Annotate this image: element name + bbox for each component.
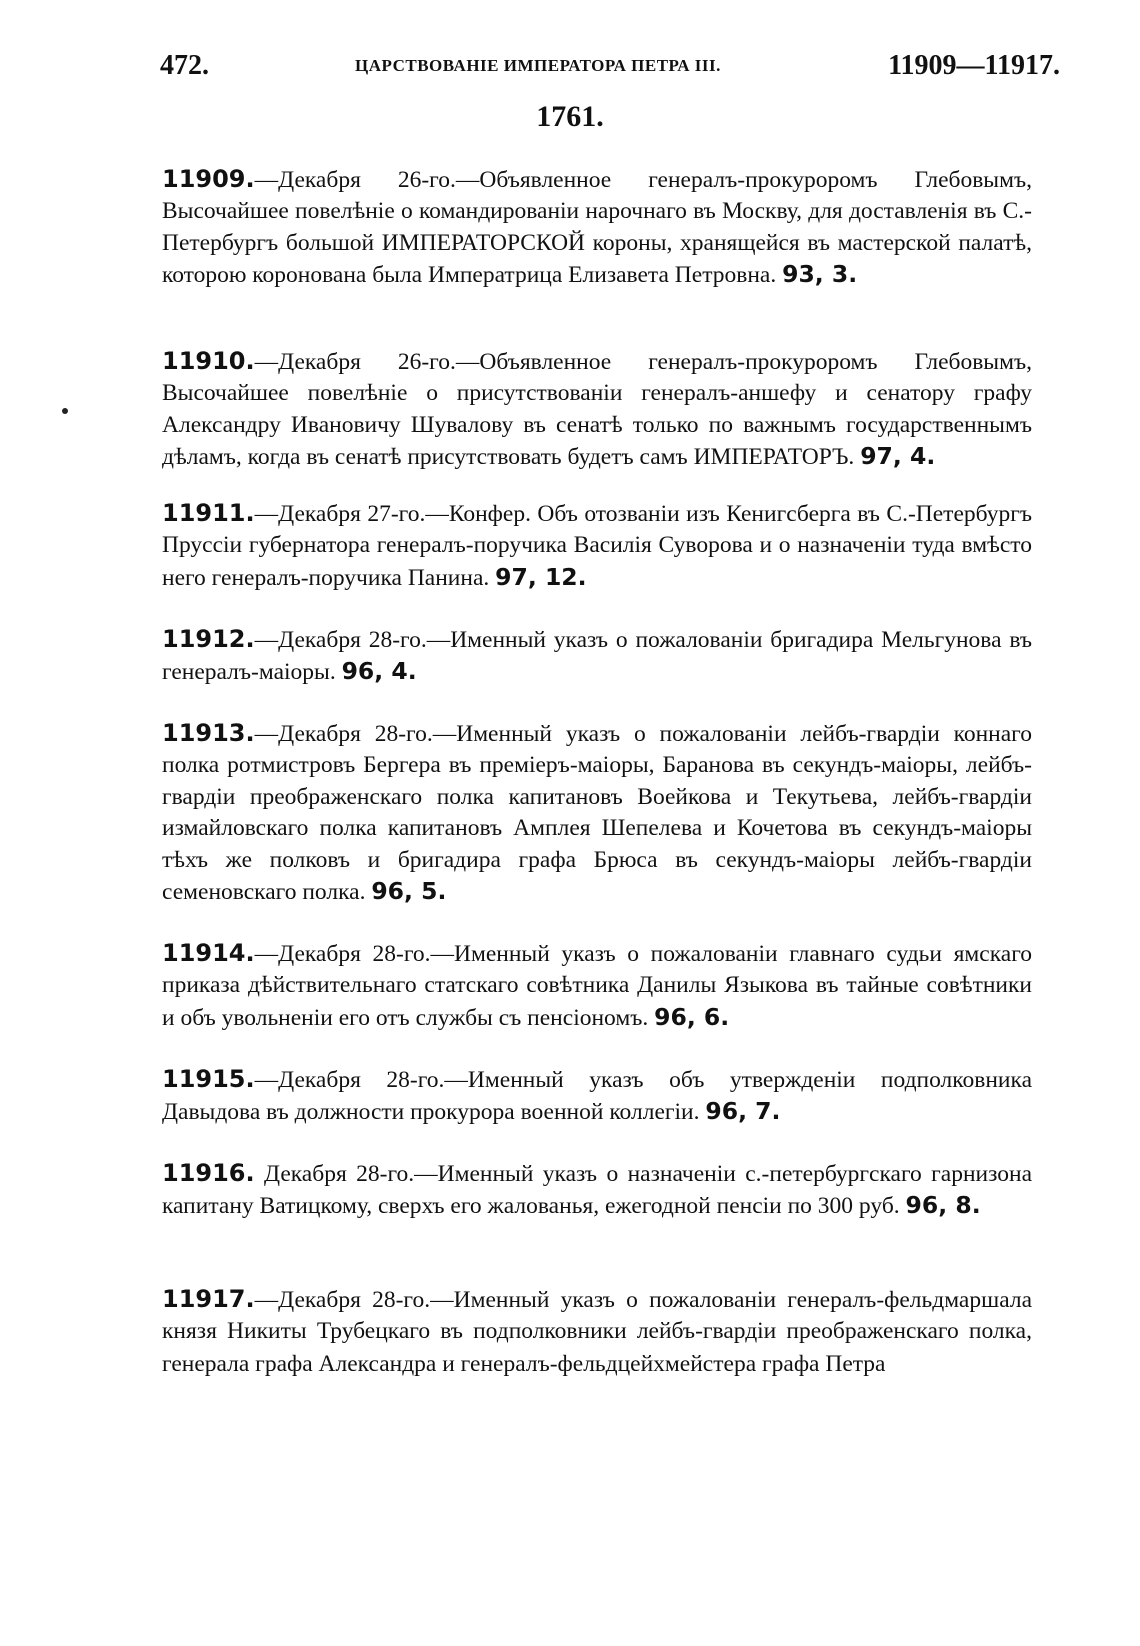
entry-number: 11910. (162, 346, 255, 375)
entry-number: 11916. (162, 1158, 255, 1187)
entry-text: —Декабря 26-го.—Объявленное генералъ-прокуроромъ Глебовымъ, Высочайшее повелѣніе о командированіи нарочнаго въ Москву, для доставленія въ С.-Петербургъ большой ИМПЕРАТОРСКОЙ короны, хранящейся въ мастерской палатѣ, которою коронована была Императрица Елизавета Петровна. (162, 166, 1032, 288)
entry-text: —Декабря 28-го.—Именный указъ о пожалованіи главнаго судьи ямскаго приказа дѣйствительнаго статскаго совѣтника Данилы Языкова въ тайные совѣтники и объ увольненіи его отъ службы съ пенсіономъ. (162, 940, 1032, 1031)
entry-11913 (162, 718, 1032, 909)
entry-citation: 97, 12. (495, 562, 587, 591)
entry-number: 11912. (162, 624, 255, 653)
entry-citation: 97, 4. (860, 442, 936, 470)
entry-11917 (162, 1284, 1032, 1381)
entry-citation: 96, 4. (341, 657, 417, 685)
entry-number: 11911. (162, 498, 255, 527)
entry-text: —Декабря 27-го.—Конфер. Объ отозваніи изъ Кенигсберга въ С.-Петербургъ Пруссіи губернатора генералъ-поручика Василія Суворова и о назначеніи туда вмѣсто него генералъ-поручика Панина. (162, 500, 1032, 591)
entry-11914 (162, 938, 1032, 1035)
entry-11912 (162, 624, 1032, 689)
running-header (160, 50, 1060, 90)
entry-number: 11915. (162, 1064, 255, 1093)
entry-text: —Декабря 28-го.—Именный указъ о пожалованіи лейбъ-гвардіи коннаго полка ротмистровъ Бергера въ преміеръ-маіоры, Баранова въ секундъ-маіоры, лейбъ-гвардіи преображенскаго полка капитановъ Воейкова и Текутьева, лейбъ-гвардіи измайловскаго полка капитановъ Амплея Шепелева и Кочетова въ секундъ-маіоры тѣхъ же полковъ и бригадира графа Брюса въ секундъ-маіоры лейбъ-гвардіи семеновскаго полка. (162, 720, 1032, 905)
entry-citation: 96, 5. (371, 877, 447, 905)
entry-11910 (162, 346, 1032, 474)
year-heading: 1761. (536, 100, 604, 133)
entry-text: —Декабря 26-го.—Объявленное генералъ-прокуроромъ Глебовымъ, Высочайшее повелѣніе о присутствованіи генералъ-аншефу и сенатору графу Александру Ивановичу Шувалову въ сенатѣ только по важнымъ государственнымъ дѣламъ, когда въ сенатѣ присутствовать будетъ самъ ИМПЕРАТОРЪ. (162, 348, 1032, 470)
entry-text: Декабря 28-го.—Именный указъ о назначеніи с.-петербургскаго гарнизона капитану Ватицкому, сверхъ его жалованья, ежегодной пенсіи по 300 руб. (162, 1160, 1032, 1219)
margin-speck (62, 408, 68, 414)
entry-11909 (162, 164, 1032, 292)
entry-11911 (162, 498, 1032, 595)
entry-text: —Декабря 28-го.—Именный указъ о пожалованіи генералъ-фельдмаршала князя Никиты Трубецкаго въ подполковники лейбъ-гвардіи преображенскаго полка, генерала графа Александра и генералъ-фельдцейхмейстера графа Петра (162, 1286, 1032, 1377)
entry-number: 11917. (162, 1284, 255, 1313)
running-title: ЦАРСТВОВАНІЕ ИМПЕРАТОРА ПЕТРА III. (355, 56, 721, 75)
entry-citation: 96, 8. (905, 1191, 981, 1219)
entry-11916 (162, 1158, 1032, 1223)
page-number: 472. (160, 50, 209, 81)
entry-number: 11913. (162, 718, 255, 747)
entry-citation: 93, 3. (782, 260, 858, 288)
entry-citation: 96, 6. (654, 1002, 730, 1031)
entry-11915 (162, 1064, 1032, 1129)
entry-number: 11914. (162, 938, 255, 967)
entry-number: 11909. (162, 164, 255, 193)
entry-text: —Декабря 28-го.—Именный указъ о пожалованіи бригадира Мельгунова въ генералъ-маіоры. (162, 626, 1032, 685)
entry-text: —Декабря 28-го.—Именный указъ объ утвержденіи подполковника Давыдова въ должности прокурора военной коллегіи. (162, 1066, 1032, 1125)
entry-citation: 96, 7. (705, 1097, 781, 1125)
entry-range: 11909—11917. (888, 50, 1060, 81)
